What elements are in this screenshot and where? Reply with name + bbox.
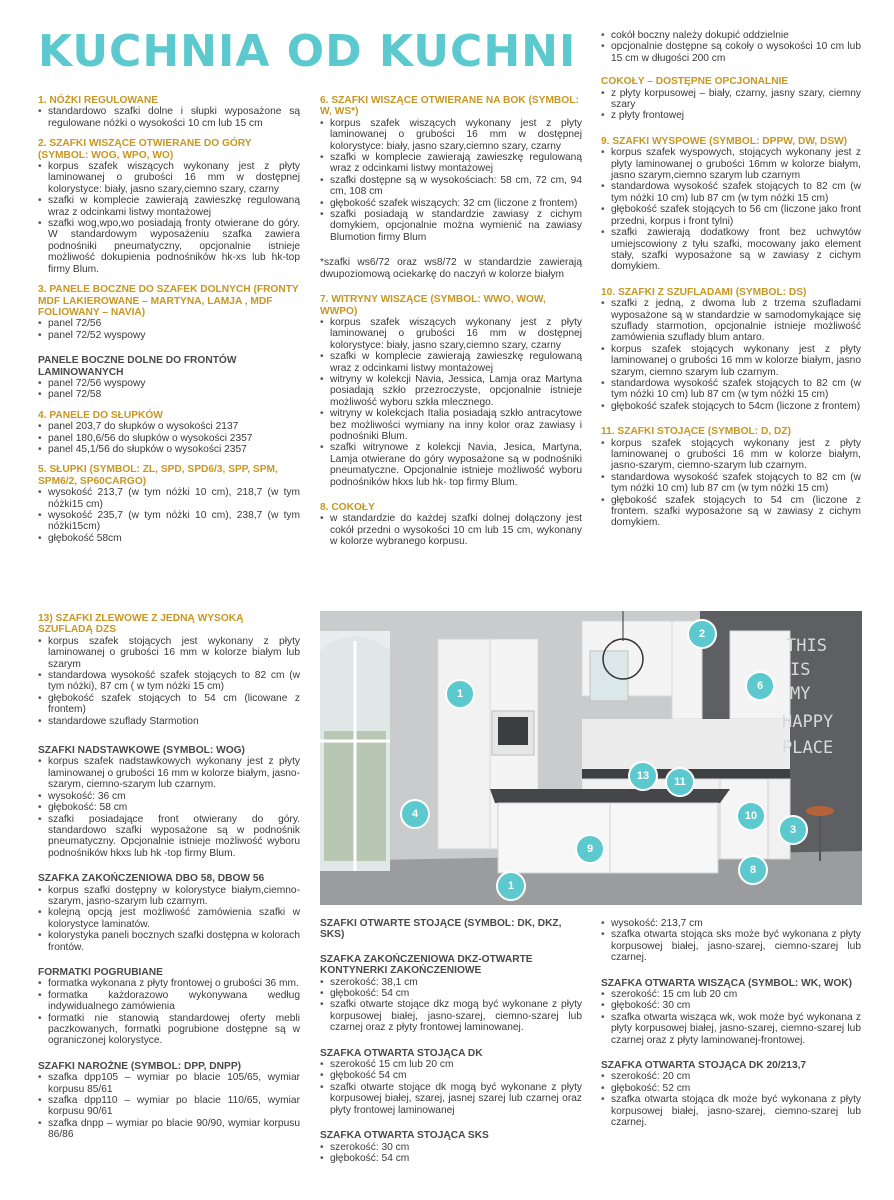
bullet-list — [320, 1059, 582, 1116]
section-sks-cont — [601, 918, 861, 964]
section-nadstawkowe — [38, 745, 300, 859]
list-item: • szafka otwarta stojąca sks może być wykonana z płyty korpusowej białej, jasno-szarej, ciemno-szarej lub czarnej. — [601, 929, 861, 963]
section-heading: 6. SZAFKI WISZĄCE OTWIERANE NA BOK (SYMBOL: W, WS*) — [320, 95, 579, 118]
list-item: • szafki w komplecie zawierają zawieszkę regulowaną wraz z odcinkami listwy montażowej — [320, 152, 582, 175]
bullet-list — [320, 977, 582, 1034]
section-dk20 — [601, 1060, 861, 1128]
list-item: • głębokość 58cm — [38, 533, 300, 544]
list-item: • szafki witrynowe z kolekcji Navia, Jesica, Martyna, Lamja otwierane do góry wyposażone są w podnośniki pneumatyczne. Opcjonalnie istnieje możliwość wyboru podnośników hkxs lub hk- top firmy Blum. — [320, 442, 582, 488]
section-heading: 3. PANELE BOCZNE DO SZAFEK DOLNYCH (FRONTY MDF LAKIEROWANE – MARTYNA, LAMJA , MDF FOLIOWANY – NAVIA) — [38, 284, 299, 318]
list-item: • szafki w komplecie zawierają zawieszkę regulowaną wraz z odcinkami listwy montażowej — [320, 351, 582, 374]
marker-8: 8 — [738, 855, 768, 885]
bullet-list — [38, 756, 300, 859]
list-item: • szafki zawierają dodatkowy front bez uchwytów umiejscowiony z tyłu szafki, mocowany jako element stały, szafki wyposażone są w zawiasy z cichym domykiem. — [601, 227, 861, 273]
list-item: • korpus szafek wiszących wykonany jest z płyty laminowanej o grubości 16 mm w dostępnej kolorystyce: biały, jasno szary,ciemno szary, czarny — [320, 317, 582, 351]
list-item: • wysokość: 36 cm — [38, 791, 300, 802]
section-heading: SZAFKA OTWARTA STOJĄCA SKS — [320, 1130, 489, 1142]
list-item: • wysokość 213,7 (w tym nóżki 10 cm), 218,7 (w tym nóżki15 cm) — [38, 487, 300, 510]
bullet-list — [38, 161, 300, 275]
section-sks — [320, 1130, 582, 1164]
list-item: • panel 72/56 wyspowy — [38, 378, 300, 389]
list-item: • korpus szafek wiszących wykonany jest z płyty laminowanej o grubości 16 mm w dostępnej kolorystyce: biały, jasno szary,ciemno szary, czarny — [38, 161, 300, 195]
section-dbo — [38, 873, 300, 953]
bullet-list — [38, 106, 300, 129]
list-item: • korpus szafek stojących wykonany jest z płyty laminowanej o grubości 16 mm w kolorze białym, jasno-szarym, ciemno-szarym lub czarnym. — [601, 438, 861, 472]
marker-10: 10 — [736, 801, 766, 831]
section-2 — [38, 138, 300, 275]
section-wok — [601, 978, 861, 1046]
section-13 — [38, 613, 300, 727]
marker-11: 11 — [665, 767, 695, 797]
section-heading: 2. SZAFKI WISZĄCE OTWIERANE DO GÓRY (SYMBOL: WOG, WPO, WO) — [38, 138, 252, 161]
section-heading: COKOŁY – DOSTĘPNE OPCJONALNIE — [601, 76, 789, 88]
list-item: • głębokość: 30 cm — [601, 1000, 861, 1011]
wall-text-5: PLACE — [782, 738, 834, 758]
footnote: *szafki ws6/72 oraz ws8/72 w standardzie zawierają dwupoziomową ociekarkę do naczyń w kolorze białym — [320, 257, 582, 280]
section-heading: 11. SZAFKI STOJĄCE (SYMBOL: D, DZ) — [601, 426, 791, 438]
list-item: • standardowa wysokość szafek stojących to 82 cm (w tym nóżki), 87 cm ( w tym nóżki 15 cm) — [38, 670, 300, 693]
section-heading: 8. COKOŁY — [320, 502, 375, 513]
list-item: • szafka otwarta wisząca wk, wok może być wykonana z płyty korpusowej białej, jasno-szarej, ciemno-szarej lub czarnej oraz z płyty laminowanej-frontowej. — [601, 1012, 861, 1046]
wall-text-1: THIS — [786, 636, 827, 656]
list-item: • panel 72/52 wyspowy — [38, 330, 300, 341]
column-2 — [320, 95, 582, 557]
section-heading: SZAFKI OTWARTE STOJĄCE (SYMBOL: DK, DKZ, SKS) — [320, 918, 562, 941]
list-item: • szafka dnpp – wymiar po blacie 90/90, wymiar korpusu 86/86 — [38, 1118, 300, 1141]
column-5 — [320, 918, 582, 1173]
section-7 — [320, 294, 582, 488]
bullet-list — [601, 989, 861, 1046]
marker-1-tall: 1 — [445, 679, 475, 709]
list-item: • panel 45,1/56 do słupków o wysokości 2357 — [38, 444, 300, 455]
bullet-list — [38, 318, 300, 341]
marker-13: 13 — [628, 761, 658, 791]
marker-9: 9 — [575, 834, 605, 864]
bullet-list — [320, 317, 582, 488]
section-6 — [320, 95, 582, 243]
section-5 — [38, 464, 300, 544]
list-item: • z płyty frontowej — [601, 110, 861, 121]
list-item: • głębokość szafek wiszących: 32 cm (liczone z frontem) — [320, 198, 582, 209]
list-item: • szafka dpp110 – wymiar po blacie 110/65, wymiar korpusu 90/61 — [38, 1095, 300, 1118]
section-4 — [38, 410, 300, 456]
list-item: • szafki w komplecie zawierają zawieszkę regulowaną wraz z odcinkami listwy montażowej — [38, 195, 300, 218]
wall-text-3: MY — [790, 684, 811, 704]
list-item: • opcjonalnie dostępne są cokoły o wysokości 10 cm lub 15 cm w długości 200 cm — [601, 41, 861, 64]
section-1 — [38, 95, 300, 129]
list-item: • głębokość: 54 cm — [320, 1153, 582, 1164]
list-item: • głębokość 54 cm — [320, 1070, 582, 1081]
list-item: • witryny w kolekcjach Italia posiadają szkło antracytowe bez możliwości wymiany na inny kolor oraz zawiasy i podnośniki Blum. — [320, 408, 582, 442]
section-dk — [320, 1048, 582, 1116]
list-item: • witryny w kolekcji Navia, Jessica, Lamja oraz Martyna posiadają szkło przezroczyste, opcjonalnie istnieje możliwość wyboru szkła mlecznego. — [320, 374, 582, 408]
list-item: • panel 72/56 — [38, 318, 300, 329]
list-item: • szerokość: 20 cm — [601, 1071, 861, 1082]
section-3 — [38, 284, 300, 341]
section-heading: 13) SZAFKI ZLEWOWE Z JEDNĄ WYSOKĄ SZUFLADĄ DZS — [38, 613, 244, 636]
section-heading: 1. NÓŻKI REGULOWANE — [38, 95, 158, 106]
section-heading: SZAFKA OTWARTA STOJĄCA DK 20/213,7 — [601, 1060, 807, 1072]
column-6 — [601, 918, 861, 1138]
list-item: • szafki z jedną, z dwoma lub z trzema szufladami wyposażone są w standardzie w samodomykające się szuflady starmotion, opcjonalnie istnieje możliwość zamówienia szuflady blum antaro. — [601, 298, 861, 344]
bullet-list — [38, 378, 300, 401]
section-formatki — [38, 967, 300, 1047]
list-item: • panel 180,6/56 do słupków o wysokości 2357 — [38, 433, 300, 444]
section-heading: 4. PANELE DO SŁUPKÓW — [38, 409, 163, 421]
section-10 — [601, 287, 861, 412]
list-item: • głębokość szafek stojących to 54 cm (liczone z frontem. szafki wyposażone są w zawiasy z cichym domykiem. — [601, 495, 861, 529]
list-item: • standardowo szafki dolne i słupki wyposażone są regulowane nóżki o wysokości 10 cm lub 15 cm — [38, 106, 300, 129]
list-item: • w standardzie do każdej szafki dolnej dołączony jest cokół przedni o wysokości 10 cm lub 15 cm, wykonany w kolorze wybranego korpusu. — [320, 513, 582, 547]
list-item: • wysokość 235,7 (w tym nóżki 10 cm), 238,7 (w tym nóżki15cm) — [38, 510, 300, 533]
section-heading: SZAFKA OTWARTA WISZĄCA (SYMBOL: WK, WOK) — [601, 977, 853, 989]
list-item: • głębokość: 54 cm — [320, 988, 582, 999]
list-item: • głębokość szafek stojących to 56 cm (liczone jako front przedni, korpus i front tylni) — [601, 204, 861, 227]
wall-text-4: HAPPY — [782, 712, 834, 732]
wall-text-2: IS — [790, 660, 811, 680]
section-cokoly-opt — [601, 76, 861, 122]
list-item: • szerokość: 30 cm — [320, 1142, 582, 1153]
list-item: • szerokość 15 cm lub 20 cm — [320, 1059, 582, 1070]
list-item: • korpus szafki dostępny w kolorystyce białym,ciemno-szarym, jasno-szarym lub czarnym. — [38, 885, 300, 908]
bullet-list — [601, 88, 861, 122]
list-item: • korpus szafek wiszących wykonany jest z płyty laminowanej o grubości 16 mm w dostępnej kolorystyce: biały, jasno szary,ciemno szary, czarny — [320, 118, 582, 152]
section-heading: FORMATKI POGRUBIANE — [38, 966, 163, 978]
section-3b — [38, 355, 300, 401]
marker-2: 2 — [687, 619, 717, 649]
list-item: • korpus szafek stojących wykonany jest z płyty laminowanej o grubości 16 mm w kolorze białym, jasno szarym, ciemno szarym lub czarnym. — [601, 344, 861, 378]
section-heading: SZAFKI NAROŻNE (SYMBOL: DPP, DNPP) — [38, 1060, 242, 1072]
list-item: • szafki otwarte stojące dk mogą być wykonane z płyty korpusowej białej, szarej, jasnej szarej lub czarnej oraz płyty frontowej laminowanej — [320, 1082, 582, 1116]
list-item: • panel 203,7 do słupków o wysokości 2137 — [38, 421, 300, 432]
column-1 — [38, 95, 300, 553]
marker-4: 4 — [400, 799, 430, 829]
list-item: • standardowa wysokość szafek stojących to 82 cm (w tym nóżki 10 cm) lub 87 cm (w tym nóżki 15 cm) — [601, 472, 861, 495]
list-item: • głębokość szafek stojących to 54cm (liczone z frontem) — [601, 401, 861, 412]
list-item: • korpus szafek nadstawkowych wykonany jest z płyty laminowanej o grubości 16 mm w kolorze białym, jasno-szarym, ciemno-szarym lub czarnym. — [38, 756, 300, 790]
bullet-list — [601, 298, 861, 412]
bullet-list — [38, 885, 300, 953]
list-item: • głębokość: 58 cm — [38, 802, 300, 813]
section-cokoly-cont — [601, 30, 861, 64]
list-item: • kolorystyka paneli bocznych szafki dostępna w kolorach frontów. — [38, 930, 300, 953]
marker-6: 6 — [745, 671, 775, 701]
list-item: • szafki posiadające front otwierany do góry. standardowo szafki wyposażone są w podnośnik pneumatyczny. Opcjonalnie istnieje możliwość wyboru podnośników hkxs lub hk -top firmy Blum. — [38, 814, 300, 860]
section-heading: SZAFKA ZAKOŃCZENIOWA DBO 58, DBOW 56 — [38, 873, 265, 885]
list-item: • szerokość: 15 cm lub 20 cm — [601, 989, 861, 1000]
list-item: • formatki nie stanowią standardowej oferty mebli paczkowanych, formatki pogrubione dostępne są w ograniczonej kolorystyce. — [38, 1013, 300, 1047]
list-item: • wysokość: 213,7 cm — [601, 918, 861, 929]
bullet-list — [601, 438, 861, 529]
bullet-list — [38, 978, 300, 1046]
section-dkz — [320, 954, 582, 1034]
bullet-list — [320, 513, 582, 547]
bullet-list — [320, 1142, 582, 1165]
bullet-list — [601, 918, 861, 964]
list-item: • szafka otwarta stojąca dk może być wykonana z płyty korpusowej białej, jasno-szarej, ciemno-szarej lub czarnej. — [601, 1094, 861, 1128]
bullet-list — [38, 487, 300, 544]
section-11 — [601, 426, 861, 529]
list-item: • szafki otwarte stojące dkz mogą być wykonane z płyty korpusowej białej, jasno-szarej, ciemno-szarej lub czarnej oraz z płyty frontowej laminowanej. — [320, 999, 582, 1033]
bullet-list — [38, 421, 300, 455]
list-item: • formatka każdorazowo wykonywana według indywidualnego zamówienia — [38, 990, 300, 1013]
section-heading: SZAFKA OTWARTA STOJĄCA DK — [320, 1047, 483, 1059]
bullet-list — [601, 1071, 861, 1128]
page-title: KUCHNIA OD KUCHNI — [38, 26, 577, 77]
list-item: • korpus szafek wyspowych, stojących wykonany jest z płyty laminowanej o grubości 16mm w kolorze białym, jasno szarym,ciemno szarym lub czarnym — [601, 147, 861, 181]
bullet-list — [38, 1072, 300, 1140]
section-9 — [601, 136, 861, 273]
section-heading: 7. WITRYNY WISZĄCE (SYMBOL: WWO, WOW, WWPO) — [320, 294, 546, 317]
list-item: • panel 72/58 — [38, 389, 300, 400]
column-4 — [38, 613, 300, 1150]
bullet-list — [601, 147, 861, 272]
section-heading: PANELE BOCZNE DOLNE DO FRONTÓW LAMINOWANYCH — [38, 355, 237, 378]
kitchen-photo — [320, 611, 862, 905]
section-heading: 5. SŁUPKI (SYMBOL: ZL, SPD, SPD6/3, SPP, SPM, SPM6/2, SP60CARGO) — [38, 464, 278, 487]
list-item: • szafki wog,wpo,wo posiadają fronty otwierane do góry. W standardowym wyposażeniu szafka zawiera podnośniki pneumatyczny, opcjonalnie istnieje możliwość dokupienia podnośników hk-xs lub hk-top firmy Blum. — [38, 218, 300, 275]
list-item: • szerokość: 38,1 cm — [320, 977, 582, 988]
marker-1-foot: 1 — [496, 871, 526, 901]
list-item: • formatka wykonana z płyty frontowej o grubości 36 mm. — [38, 978, 300, 989]
section-heading: SZAFKA ZAKOŃCZENIOWA DKZ-OTWARTE KONTYNERKI ZAKOŃCZENIOWE — [320, 953, 533, 977]
section-heading: 10. SZAFKI Z SZUFLADAMI (SYMBOL: DS) — [601, 286, 807, 298]
bullet-list — [38, 636, 300, 727]
list-item: • kolejną opcją jest możliwość zamówienia szafki w kolorystyce laminatów. — [38, 907, 300, 930]
list-item: • cokół boczny należy dokupić oddzielnie — [601, 30, 861, 41]
list-item: • standardowa wysokość szafek stojących to 82 cm (w tym nóżki 10 cm) lub 87 cm (w tym nóżki 15 cm) — [601, 181, 861, 204]
section-8 — [320, 502, 582, 548]
column-3 — [601, 30, 861, 538]
list-item: • standardowe szuflady Starmotion — [38, 716, 300, 727]
bullet-list — [320, 118, 582, 243]
list-item: • głębokość: 52 cm — [601, 1083, 861, 1094]
list-item: • standardowa wysokość szafek stojących to 82 cm (w tym nóżki 10 cm) lub 87 cm (w tym nóżki 15 cm) — [601, 378, 861, 401]
section-heading: SZAFKI NADSTAWKOWE (SYMBOL: WOG) — [38, 745, 245, 757]
section-heading: 9. SZAFKI WYSPOWE (SYMBOL: DPPW, DW, DSW) — [601, 135, 848, 147]
list-item: • szafki posiadają w standardzie zawiasy z cichym domykiem, opcjonalnie można wymienić na zawiasy Blumotion firmy Blum — [320, 209, 582, 243]
list-item: • korpus szafek stojących jest wykonany z płyty laminowanej o grubości 16 mm w kolorze białym lub szarym — [38, 636, 300, 670]
marker-3: 3 — [778, 815, 808, 845]
list-item: • szafka dpp105 – wymiar po blacie 105/65, wymiar korpusu 85/61 — [38, 1072, 300, 1095]
section-narozne — [38, 1061, 300, 1141]
list-item: • szafki dostępne są w wysokościach: 58 cm, 72 cm, 94 cm, 108 cm — [320, 175, 582, 198]
list-item: • z płyty korpusowej – biały, czarny, jasny szary, ciemny szary — [601, 88, 861, 111]
bullet-list — [601, 30, 861, 64]
list-item: • głębokość szafek stojących to 54 cm (licowane z frontem) — [38, 693, 300, 716]
